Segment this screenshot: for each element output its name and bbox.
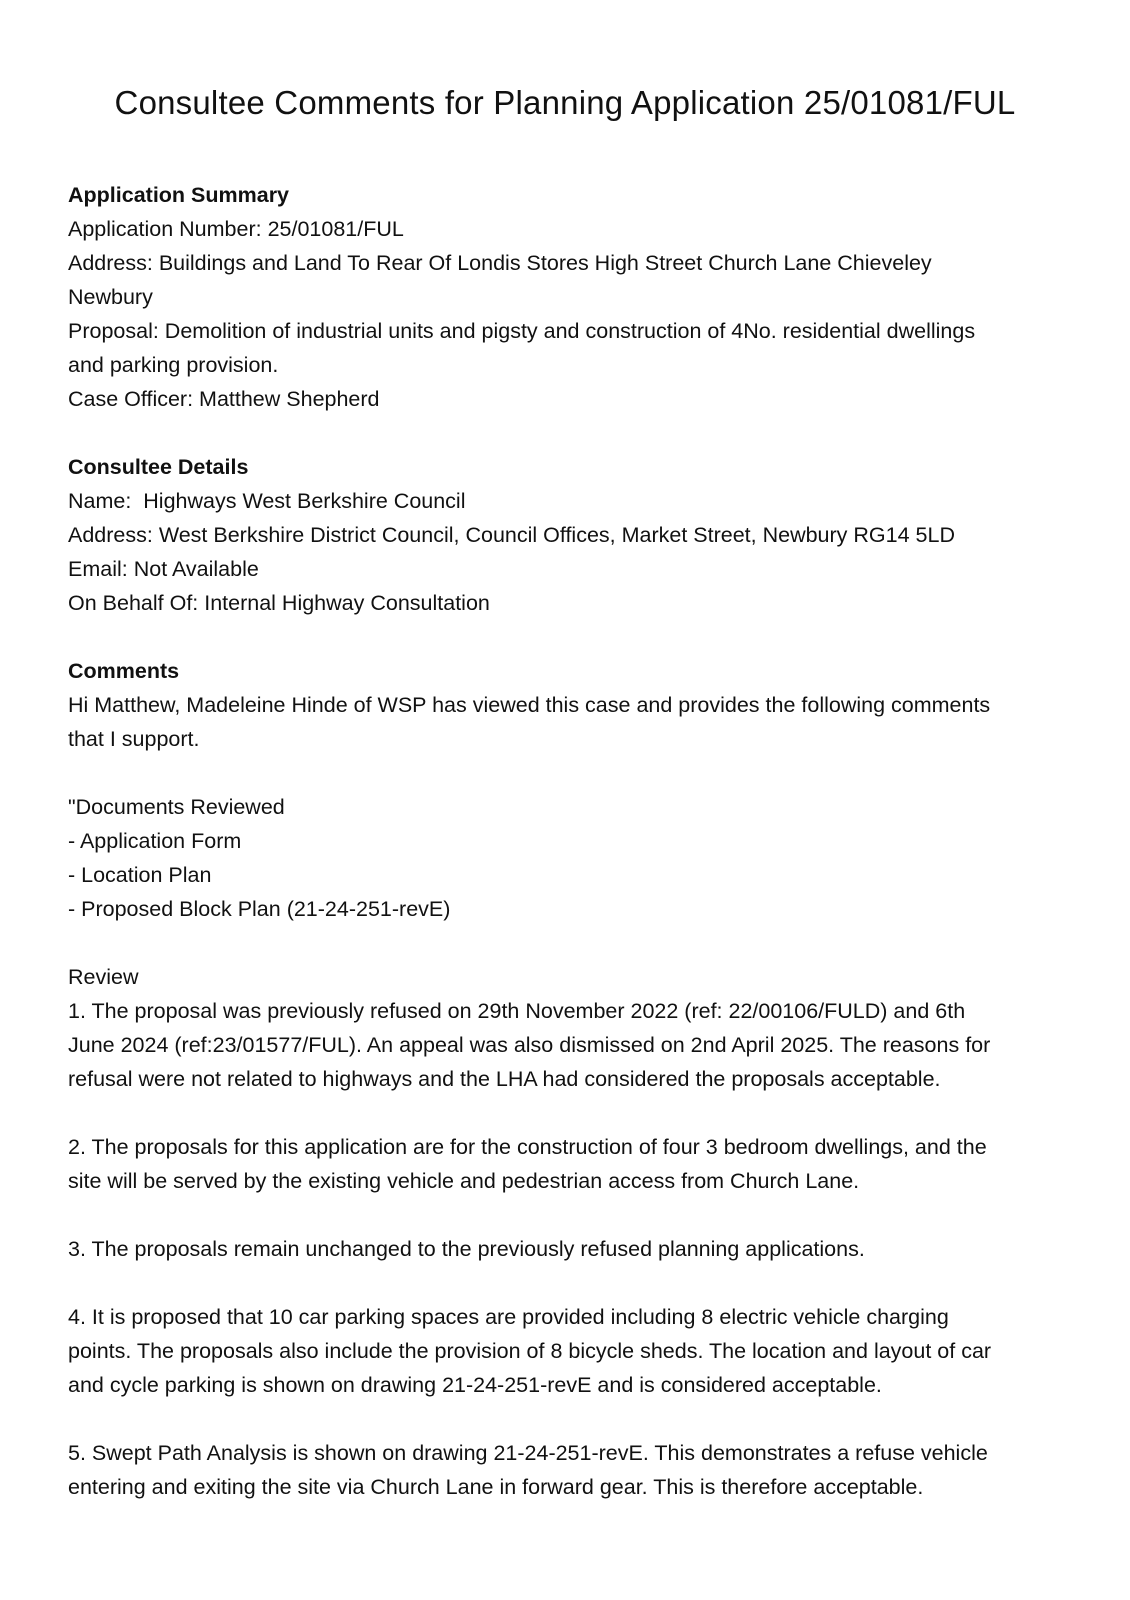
consultee-address: Address: West Berkshire District Council, Council Offices, Market Street, Newbury RG14 5LD [68,523,955,547]
consultee-name: Name: Highways West Berkshire Council [68,489,466,513]
document-list-item: - Proposed Block Plan (21-24-251-revE) [68,897,451,921]
review-point-1-line: 1. The proposal was previously refused on 29th November 2022 (ref: 22/00106/FULD) and 6th [68,999,966,1023]
consultee-details-section [68,450,1070,620]
application-summary-section [68,178,1070,416]
review-point-4-line: points. The proposals also include the provision of 8 bicycle sheds. The location and layout of car [68,1339,992,1363]
application-summary-heading: Application Summary [68,183,290,207]
documents-reviewed-heading: "Documents Reviewed [68,795,285,819]
application-address: Address: Buildings and Land To Rear Of Londis Stores High Street Church Lane Chieveley [68,251,932,275]
application-address-cont: Newbury [68,285,153,309]
document-list-item: - Location Plan [68,863,212,887]
consultee-email: Email: Not Available [68,557,259,581]
review-point-4-line: and cycle parking is shown on drawing 21-24-251-revE and is considered acceptable. [68,1373,882,1397]
review-heading: Review [68,965,139,989]
application-proposal-cont: and parking provision. [68,353,279,377]
consultee-on-behalf-of: On Behalf Of: Internal Highway Consultation [68,591,490,615]
comments-heading: Comments [68,659,180,683]
review-point-4-line: 4. It is proposed that 10 car parking spaces are provided including 8 electric vehicle charging [68,1305,949,1329]
case-officer: Case Officer: Matthew Shepherd [68,387,380,411]
comments-intro-line: that I support. [68,727,200,751]
review-point-5-line: 5. Swept Path Analysis is shown on drawing 21-24-251-revE. This demonstrates a refuse vehicle [68,1441,988,1465]
review-point-2-line: site will be served by the existing vehicle and pedestrian access from Church Lane. [68,1169,860,1193]
document-body [68,178,1070,1504]
comments-intro-line: Hi Matthew, Madeleine Hinde of WSP has viewed this case and provides the following comments [68,693,991,717]
review-point-1-line: refusal were not related to highways and the LHA had considered the proposals acceptable. [68,1067,941,1091]
review-point-5-line: entering and exiting the site via Church Lane in forward gear. This is therefore acceptable. [68,1475,924,1499]
comments-section [68,654,1070,1504]
consultee-details-heading: Consultee Details [68,455,249,479]
document-list-item: - Application Form [68,829,242,853]
application-number: Application Number: 25/01081/FUL [68,217,404,241]
review-point-2-line: 2. The proposals for this application are for the construction of four 3 bedroom dwellings, and the [68,1135,987,1159]
review-point-3-line: 3. The proposals remain unchanged to the previously refused planning applications. [68,1237,865,1261]
application-proposal: Proposal: Demolition of industrial units and pigsty and construction of 4No. residential dwellings [68,319,976,343]
review-point-1-line: June 2024 (ref:23/01577/FUL). An appeal was also dismissed on 2nd April 2025. The reasons for [68,1033,991,1057]
page-title: Consultee Comments for Planning Application 25/01081/FUL [114,84,1016,121]
